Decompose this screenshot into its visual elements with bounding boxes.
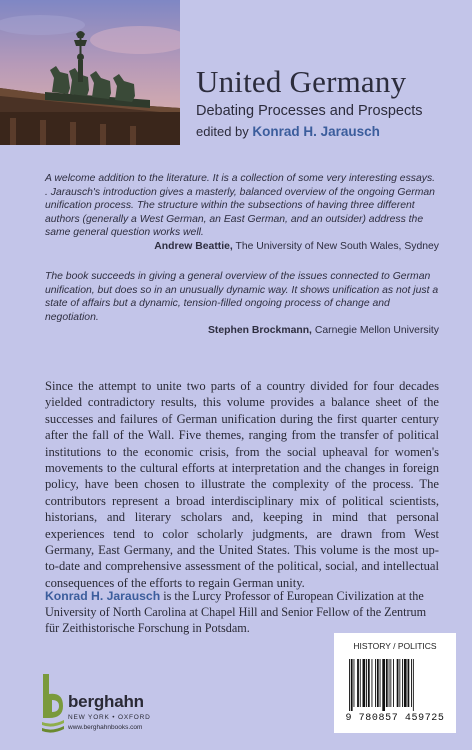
subject-category: HISTORY / POLITICS — [353, 641, 437, 651]
review-attribution — [45, 324, 439, 338]
barcode-bar — [349, 659, 350, 711]
barcode-bar — [372, 659, 373, 707]
author-bio-text: is the Lurcy Professor of European Civilization at the University of North Carolina at Chapel Hill and Senior Fellow of the Zentrum für Zeithistorische Forschung in Potsdam. — [45, 589, 427, 635]
barcode-bar — [366, 659, 367, 707]
barcode-bar — [357, 659, 359, 707]
review-quote-1 — [45, 172, 439, 254]
barcode-bar — [351, 659, 353, 711]
isbn-number: 9 780857 459725 — [345, 713, 445, 724]
author-bio — [45, 588, 441, 636]
barcode-bar — [408, 659, 410, 707]
quadriga-image — [0, 0, 180, 145]
barcode-bar — [404, 659, 407, 707]
barcode-bar — [397, 659, 399, 707]
publisher-logo — [40, 672, 180, 742]
reviewer-affiliation: The University of New South Wales, Sydney — [235, 240, 439, 252]
review-quote-2 — [45, 270, 439, 338]
barcode-bar — [368, 659, 370, 707]
book-title: United Germany — [196, 64, 407, 99]
book-description: Since the attempt to unite two parts of a country divided for four decades yielded contradictory results, this volume provides a balance sheet of the successes and failures of German unification during the first quarter century after the fall of the Wall. Five themes, ranging from the transfer of political institutions to the economic crisis, from the social upheaval for women's movements to the cultural efforts at interpretation and the changes in foreign policy, have been chosen to illustrate the complexity of the process. The contributors represent a broad interdisciplinary mix of political scientists, historians, and literary scholars and, keeping in mind that personal experiences tend to color scholarly judgments, are drawn from West Germany, East Germany, and the United States. This volume is the most up-to-date and comprehensive assessment of the political, social, and intellectual consequences of the efforts to regain German unity. — [45, 379, 439, 590]
isbn-barcode — [348, 659, 442, 711]
editor-name: Konrad H. Jarausch — [252, 124, 380, 139]
barcode-bar — [399, 659, 400, 707]
barcode-bar — [380, 659, 381, 707]
barcode-bar — [377, 659, 379, 707]
barcode-bar — [354, 659, 355, 707]
review-text: A welcome addition to the literature. It is a collection of some very interesting essays. . Jarausch's introduction gives a masterly, balanced overview of the ongoing German unification process. The structure within the subsections of having three different authors (generally a West German, an East German, and an outsider) address the same general question works well. — [45, 173, 436, 239]
book-subtitle: Debating Processes and Prospects — [196, 103, 423, 119]
barcode-bar — [413, 659, 414, 711]
barcode-bar — [382, 659, 385, 711]
barcode-bar — [402, 659, 403, 707]
author-name: Konrad H. Jarausch — [45, 589, 161, 603]
cover-photo-brandenburg-gate — [0, 0, 180, 145]
berghahn-b-logo-icon — [40, 672, 66, 738]
reviewer-affiliation: Carnegie Mellon University — [314, 325, 439, 337]
publisher-url: www.berghahnbooks.com — [68, 724, 143, 731]
reviewer-name: Andrew Beattie, — [154, 240, 233, 252]
publisher-name: berghahn — [68, 692, 144, 711]
reviewer-name: Stephen Brockmann, — [208, 325, 312, 337]
barcode-bar — [386, 659, 388, 707]
barcode-bar — [389, 659, 390, 707]
editor-line — [196, 124, 380, 139]
review-attribution — [45, 240, 439, 254]
barcode-bar — [393, 659, 394, 707]
barcode-bar — [390, 659, 391, 707]
edited-by-label: edited by — [196, 124, 249, 139]
barcode-bar — [375, 659, 376, 707]
publisher-location: NEW YORK • OXFORD — [68, 714, 151, 721]
review-text: The book succeeds in giving a general overview of the issues connected to German unification, but does so in an unusually dynamic way. It shows unification as not just a state of affairs but a dynamic, tension-filled ongoing process of change and negotiation. — [45, 271, 439, 323]
barcode-bar — [360, 659, 361, 707]
barcode-bar — [411, 659, 412, 707]
barcode-panel — [334, 633, 456, 733]
barcode-bar — [363, 659, 366, 707]
